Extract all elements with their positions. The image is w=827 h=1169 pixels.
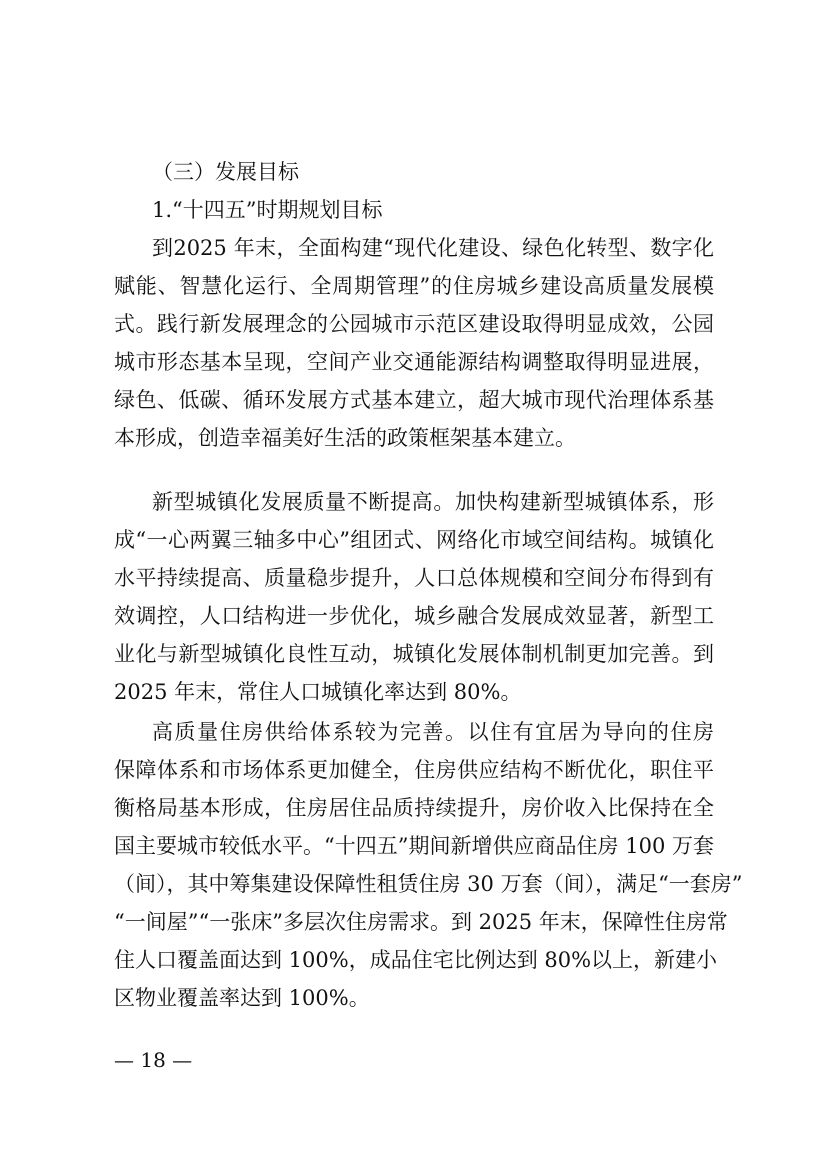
paragraph-line: 效调控，人口结构进一步优化，城乡融合发展成效显著，新型工: [114, 604, 714, 628]
paragraph-line: 赋能、智慧化运行、全周期管理”的住房城乡建设高质量发展模: [114, 274, 714, 298]
paragraph-line: 绿色、低碳、循环发展方式基本建立，超大城市现代治理体系基: [114, 388, 714, 412]
paragraph-line: 高质量住房供给体系较为完善。以住有宜居为导向的住房: [152, 720, 714, 744]
paragraph-line: 区物业覆盖率达到 100%。: [114, 986, 370, 1010]
paragraph-line: 国主要城市较低水平。“十四五”期间新增供应商品住房 100 万套: [114, 834, 714, 858]
paragraph-line: “一间屋”“一张床”多层次住房需求。到 2025 年末，保障性住房常: [114, 910, 728, 934]
paragraph-line: 本形成，创造幸福美好生活的政策框架基本建立。: [114, 426, 576, 450]
paragraph-line: 城市形态基本呈现，空间产业交通能源结构调整取得明显进展，: [114, 350, 714, 374]
paragraph-line: 业化与新型城镇化良性互动，城镇化发展体制机制更加完善。到: [114, 642, 714, 666]
paragraph-line: 新型城镇化发展质量不断提高。加快构建新型城镇体系，形: [152, 490, 714, 514]
paragraph-line: 成“一心两翼三轴多中心”组团式、网络化市域空间结构。城镇化: [114, 528, 714, 552]
subsection-heading: 1.“十四五”时期规划目标: [152, 198, 383, 222]
paragraph-line: 衡格局基本形成，住房居住品质持续提升，房价收入比保持在全: [114, 796, 714, 820]
paragraph-line: （间），其中筹集建设保障性租赁住房 30 万套（间），满足“一套房”: [114, 872, 743, 896]
paragraph-line: 式。践行新发展理念的公园城市示范区建设取得明显成效，公园: [114, 312, 714, 336]
paragraph-line: 保障体系和市场体系更加健全，住房供应结构不断优化，职住平: [114, 758, 714, 782]
paragraph-line: 水平持续提高、质量稳步提升，人口总体规模和空间分布得到有: [114, 566, 714, 590]
paragraph-line: 到2025 年末，全面构建“现代化建设、绿色化转型、数字化: [152, 236, 714, 260]
page-number: — 18 —: [114, 1048, 193, 1072]
paragraph-line: 住人口覆盖面达到 100%，成品住宅比例达到 80%以上，新建小: [114, 948, 718, 972]
paragraph-line: 2025 年末，常住人口城镇化率达到 80%。: [114, 680, 522, 704]
section-heading: （三）发展目标: [152, 160, 299, 184]
